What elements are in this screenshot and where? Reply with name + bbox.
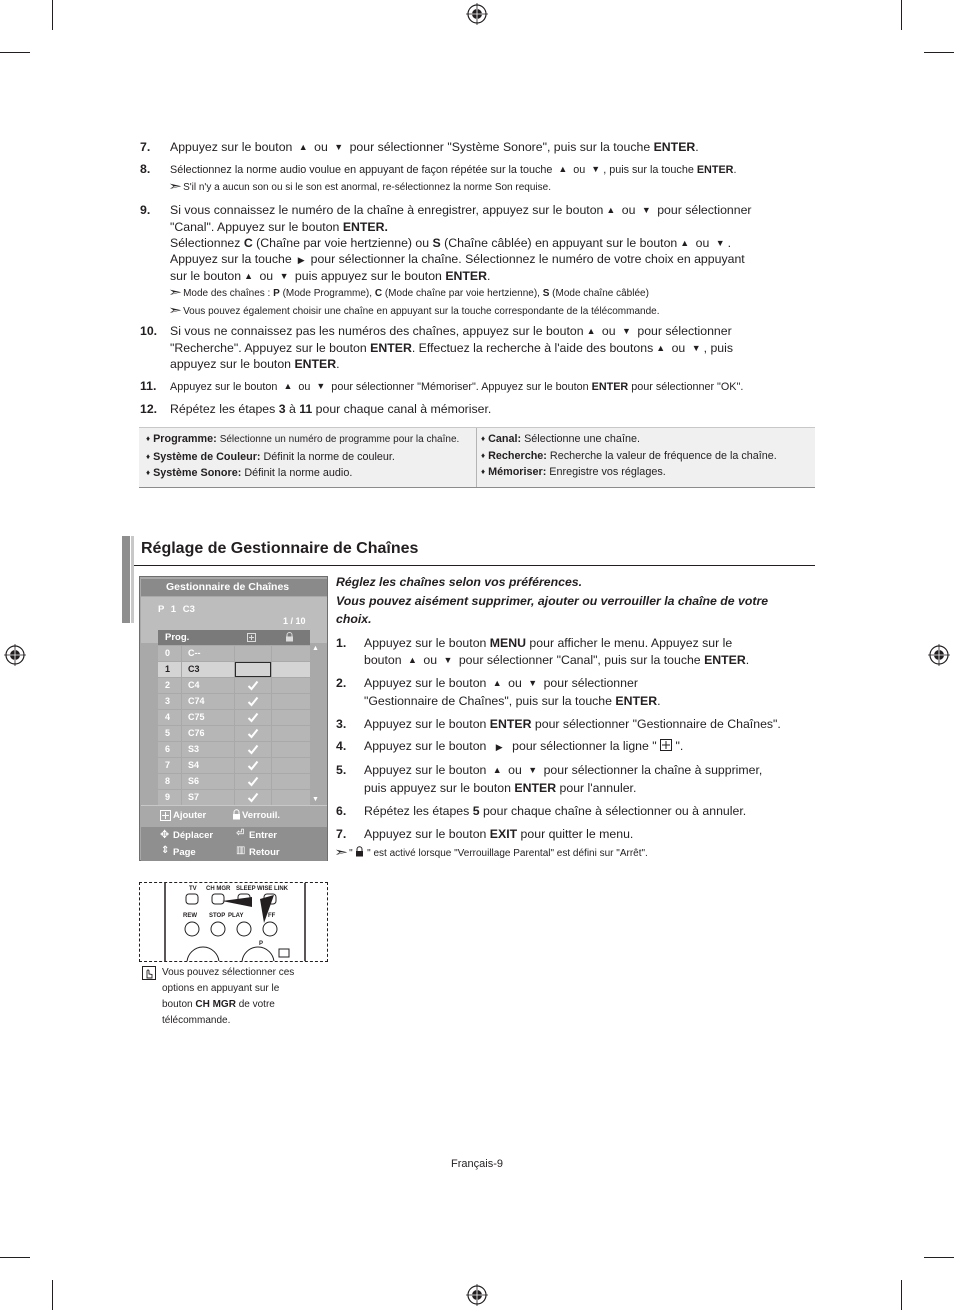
step-number: 11. xyxy=(140,379,157,394)
osd-lock-label: Verrouil. xyxy=(242,810,281,821)
osd-channel-row[interactable] xyxy=(158,742,310,758)
down-arrow-icon: ▼ xyxy=(591,164,601,175)
check-icon xyxy=(247,776,259,787)
step-11: 11. Appuyez sur le bouton ▲ ou ▼ pour sélectionner "Mémoriser". Appuyez sur le bouton ENTER pour sélectionner "OK". xyxy=(140,378,780,395)
osd-add-cell[interactable] xyxy=(235,678,271,693)
down-arrow-icon: ▼ xyxy=(334,142,344,152)
remote-label-play: PLAY xyxy=(228,913,244,919)
diamond-bullet-icon: ♦ xyxy=(146,451,151,461)
up-arrow-icon: ▲ xyxy=(492,765,502,776)
osd-enter-label: Entrer xyxy=(249,830,277,841)
osd-prog-number: 7 xyxy=(158,758,181,773)
section-bar xyxy=(122,536,130,623)
cm-step-5: 5. Appuyez sur le bouton ▲ ou ▼ pour sélectionner la chaîne à supprimer, puis appuyez sur le bouton ENTER pour l'annuler. xyxy=(336,763,763,796)
registration-mark-icon xyxy=(466,1284,488,1306)
step-12: 12. Répétez les étapes 3 à 11 pour chaque canal à mémoriser. xyxy=(140,402,492,417)
up-arrow-icon: ▲ xyxy=(283,381,293,392)
definition-item: ♦ Canal: Sélectionne une chaîne. xyxy=(481,433,640,445)
osd-nav-help xyxy=(141,827,327,861)
up-arrow-icon: ▲ xyxy=(298,142,308,152)
step-10: 10. Si vous ne connaissez pas les numéros des chaînes, appuyez sur le bouton ▲ ou ▼ pour sélectionner "Recherche". Appuyez sur le bouton ENTER. Effectuez la recherche à l'aide des boutons ▲ ou ▼ , puis appuyez sur le bouton ENTER. xyxy=(140,324,734,371)
up-arrow-icon: ▲ xyxy=(680,237,690,248)
crop-mark xyxy=(924,1257,954,1258)
add-icon xyxy=(247,633,256,642)
crop-mark xyxy=(0,1257,30,1258)
registration-mark-icon xyxy=(466,3,488,25)
down-arrow-icon: ▼ xyxy=(641,205,651,216)
step-number: 8. xyxy=(140,162,151,177)
right-arrow-icon: ▶ xyxy=(495,742,503,753)
down-arrow-icon: ▼ xyxy=(715,237,725,248)
osd-prog-number: 8 xyxy=(158,774,181,789)
cm-step-6: 6. Répétez les étapes 5 pour chaque chaîne à sélectionner ou à annuler. xyxy=(336,803,747,818)
osd-title: Gestionnaire de Chaînes xyxy=(141,579,327,596)
definitions-right xyxy=(481,431,777,481)
remote-label-wiselink: WISE LINK xyxy=(257,886,288,892)
tip-arrow-icon: ➣ xyxy=(167,285,183,300)
osd-channel-row[interactable] xyxy=(158,710,310,726)
definitions-divider xyxy=(476,428,477,487)
crop-mark xyxy=(0,52,30,53)
definition-item: ♦ Système Sonore: Définit la norme audio. xyxy=(146,467,353,480)
osd-prog-number: 4 xyxy=(158,710,181,725)
hand-icon xyxy=(142,966,156,980)
osd-lock-cell[interactable] xyxy=(272,662,310,677)
page-number: Français-9 xyxy=(451,1158,503,1170)
osd-channel-name: S4 xyxy=(182,758,234,773)
osd-channel-name: C76 xyxy=(182,726,234,741)
up-arrow-icon: ▲ xyxy=(586,326,596,337)
remote-caption: Vous pouvez sélectionner ces options en appuyant sur le bouton CH MGR de votre télécommande. xyxy=(162,967,295,1026)
definition-item: ♦ Recherche: Recherche la valeur de fréquence de la chaîne. xyxy=(481,449,777,462)
osd-lock-cell[interactable] xyxy=(272,790,310,805)
osd-channel-name: C75 xyxy=(182,710,234,725)
enter-icon: ⏎ xyxy=(236,828,245,839)
tip-arrow-icon: ➣ xyxy=(333,845,349,860)
cm-note: ➣" " est activé lorsque "Verrouillage Parental" est défini sur "Arrêt". xyxy=(333,845,648,860)
osd-back-label: Retour xyxy=(249,847,280,858)
channel-manager-instructions xyxy=(333,573,806,862)
osd-page-label: Page xyxy=(173,847,196,858)
diamond-bullet-icon: ♦ xyxy=(146,468,151,478)
osd-add-cell[interactable] xyxy=(235,742,271,757)
top-steps xyxy=(140,139,780,417)
registration-mark-icon xyxy=(928,644,950,666)
osd-screen xyxy=(139,576,328,861)
definition-item: ♦ Programme: Sélectionne un numéro de programme pour la chaîne. xyxy=(146,433,460,445)
remote-label-sleep: SLEEP xyxy=(236,886,256,892)
remote-label-chmgr: CH MGR xyxy=(206,886,231,892)
down-arrow-icon: ▼ xyxy=(528,765,538,776)
section-title: Réglage de Gestionnaire de Chaînes xyxy=(141,540,419,557)
osd-prog-number: 3 xyxy=(158,694,181,709)
osd-add-cell[interactable] xyxy=(235,662,271,677)
osd-channel-name: S7 xyxy=(182,790,234,805)
osd-channel-name: S6 xyxy=(182,774,234,789)
diamond-bullet-icon: ♦ xyxy=(481,467,486,477)
osd-prog-number: 9 xyxy=(158,790,181,805)
definitions-left xyxy=(146,431,459,482)
down-arrow-icon: ▼ xyxy=(279,271,289,282)
scroll-down-icon[interactable]: ▼ xyxy=(312,796,319,803)
check-icon xyxy=(247,744,259,755)
cm-step-3: 3. Appuyez sur le bouton ENTER pour sélectionner "Gestionnaire de Chaînes". xyxy=(336,716,781,731)
osd-list-header xyxy=(158,630,310,645)
right-arrow-icon: ▶ xyxy=(297,255,305,266)
step-8: 8. Sélectionnez la norme audio voulue en appuyant de façon répétée sur la touche ▲ ou ▼ , puis sur la touche ENTER. ➣S'il n'y a aucun son ou si le son est anormal, re-sélectionnez la norme Son requise. xyxy=(140,161,780,196)
up-arrow-icon: ▲ xyxy=(492,678,502,689)
page-icon: ⇕ xyxy=(161,845,170,856)
lock-icon xyxy=(355,846,364,857)
osd-col-prog: Prog. xyxy=(165,632,190,643)
osd-channel-row[interactable] xyxy=(158,678,310,694)
cm-step-2: 2. Appuyez sur le bouton ▲ ou ▼ pour sélectionner "Gestionnaire de Chaînes", puis sur la touche ENTER. xyxy=(336,676,661,708)
osd-prog-number: 2 xyxy=(158,678,181,693)
osd-channel-name: S3 xyxy=(182,742,234,757)
osd-footer-actions xyxy=(141,805,327,828)
add-icon xyxy=(160,810,171,821)
step-number: 9. xyxy=(140,203,151,218)
section-bar xyxy=(131,536,134,623)
down-arrow-icon: ▼ xyxy=(443,655,453,666)
osd-add-cell[interactable] xyxy=(235,646,271,661)
add-icon xyxy=(660,739,672,751)
osd-lock-cell[interactable] xyxy=(272,742,310,757)
up-arrow-icon: ▲ xyxy=(656,342,666,353)
osd-current-channel: P 1 C3 xyxy=(158,604,195,615)
osd-lock-cell[interactable] xyxy=(272,694,310,709)
move-icon: ✥ xyxy=(160,829,170,841)
up-arrow-icon: ▲ xyxy=(558,164,568,175)
osd-prog-number: 6 xyxy=(158,742,181,757)
diamond-bullet-icon: ♦ xyxy=(481,434,486,443)
osd-add-cell[interactable] xyxy=(235,790,271,805)
section-rule xyxy=(134,565,815,566)
definition-item: ♦ Système de Couleur: Définit la norme de couleur. xyxy=(146,450,395,463)
down-arrow-icon: ▼ xyxy=(622,326,631,337)
osd-lock-cell[interactable] xyxy=(272,774,310,789)
crop-mark xyxy=(52,0,53,30)
osd-lock-cell[interactable] xyxy=(272,758,310,773)
remote-label-p: P xyxy=(259,941,264,947)
step-number: 12. xyxy=(140,402,158,417)
definition-item: ♦ Mémoriser: Enregistre vos réglages. xyxy=(481,466,666,479)
osd-add-cell[interactable] xyxy=(235,710,271,725)
check-icon xyxy=(247,712,259,723)
crop-mark xyxy=(901,0,902,30)
check-icon xyxy=(247,680,259,691)
osd-page-indicator: 1 / 10 xyxy=(283,616,306,626)
step-number: 10. xyxy=(140,324,158,339)
return-icon: ▥ xyxy=(236,845,246,856)
lock-icon xyxy=(232,809,241,820)
down-arrow-icon: ▼ xyxy=(691,342,701,353)
osd-add-cell[interactable] xyxy=(235,694,271,709)
check-icon xyxy=(247,696,259,707)
osd-channel-name: C3 xyxy=(182,662,234,677)
osd-channel-row[interactable] xyxy=(158,694,310,710)
scroll-up-icon[interactable]: ▲ xyxy=(312,645,319,652)
osd-channel-row[interactable] xyxy=(158,662,310,678)
up-arrow-icon: ▲ xyxy=(606,205,616,216)
osd-channel-name: C4 xyxy=(182,678,234,693)
up-arrow-icon: ▲ xyxy=(244,271,254,282)
check-icon xyxy=(247,728,259,739)
osd-channel-row[interactable] xyxy=(158,646,310,662)
osd-channel-row[interactable] xyxy=(158,726,310,742)
osd-prog-number: 5 xyxy=(158,726,181,741)
crop-mark xyxy=(924,52,954,53)
crop-mark xyxy=(901,1280,902,1310)
osd-lock-cell[interactable] xyxy=(272,678,310,693)
remote-label-tv: TV xyxy=(189,886,197,892)
up-arrow-icon: ▲ xyxy=(408,655,417,666)
diamond-bullet-icon: ♦ xyxy=(146,434,151,443)
osd-prog-number: 1 xyxy=(158,662,181,677)
osd-move-label: Déplacer xyxy=(173,830,214,841)
tip-arrow-icon: ➣ xyxy=(167,179,183,194)
step-number: 7. xyxy=(140,140,151,154)
osd-add-label: Ajouter xyxy=(173,810,207,821)
crop-mark xyxy=(52,1280,53,1310)
registration-mark-icon xyxy=(4,644,26,666)
osd-add-cell[interactable] xyxy=(235,726,271,741)
osd-add-cell[interactable] xyxy=(235,774,271,789)
remote-label-rew: REW xyxy=(183,913,197,919)
definitions-table xyxy=(139,427,815,488)
down-arrow-icon: ▼ xyxy=(316,381,326,392)
remote-drawing xyxy=(140,883,328,962)
remote-control-illustration xyxy=(139,882,328,962)
tip-arrow-icon: ➣ xyxy=(167,303,183,318)
intro-line-2: Vous pouvez aisément supprimer, ajouter ou verrouiller la chaîne de votre choix. xyxy=(336,593,769,626)
step-7: 7. Appuyez sur le bouton ▲ ou ▼ pour sélectionner "Système Sonore", puis sur la touche ENTER. xyxy=(140,140,699,154)
lock-icon xyxy=(285,632,294,642)
cm-step-1: 1. Appuyez sur le bouton MENU pour afficher le menu. Appuyez sur le bouton ▲ ou ▼ pour sélectionner "Canal", puis sur la touche ENTER. xyxy=(336,635,806,671)
osd-channel-name: C74 xyxy=(182,694,234,709)
osd-lock-cell[interactable] xyxy=(272,710,310,725)
osd-prog-number: 0 xyxy=(158,646,181,661)
osd-add-cell[interactable] xyxy=(235,758,271,773)
down-arrow-icon: ▼ xyxy=(528,678,538,689)
check-icon xyxy=(247,792,259,803)
osd-channel-row[interactable] xyxy=(158,790,310,806)
osd-channel-name: C-- xyxy=(182,646,234,661)
remote-label-ff: FF xyxy=(268,913,276,919)
check-icon xyxy=(247,760,259,771)
remote-label-stop: STOP xyxy=(209,913,226,919)
step-9: 9. Si vous connaissez le numéro de la chaîne à enregistrer, appuyez sur le bouton ▲ ou ▼ pour sélectionner "Canal". Appuyez sur le bouton ENTER. Sélectionnez C (Chaîne par voie hertzienne) ou S (Chaîne câblée) en appuyant sur le bouton ▲ ou ▼ . Appuyez sur la touche ▶ pour sélectionner la chaîne. Sélectionnez le numéro de votre choix en appuyant sur le bouton ▲ ou ▼ puis appuyez sur le bouton ENTER. ➣Mode des chaînes : P (Mode Programme), C (Mode chaîne par voie hertzienne), S (Mode chaîne câblée) ➣Vous pouvez également choisir une chaîne en appuyant sur la touche correspondante de la télécommande. xyxy=(140,202,780,320)
cm-step-7: 7. Appuyez sur le bouton EXIT pour quitter le menu. xyxy=(336,826,634,841)
osd-channel-row[interactable] xyxy=(158,774,310,790)
osd-channel-row[interactable] xyxy=(158,758,310,774)
diamond-bullet-icon: ♦ xyxy=(481,450,486,460)
osd-lock-cell[interactable] xyxy=(272,646,310,661)
intro-line-1: Réglez les chaînes selon vos préférences. xyxy=(336,575,583,589)
osd-lock-cell[interactable] xyxy=(272,726,310,741)
cm-step-4: 4. Appuyez sur le bouton ▶ pour sélectionner la ligne " ". xyxy=(336,738,806,757)
